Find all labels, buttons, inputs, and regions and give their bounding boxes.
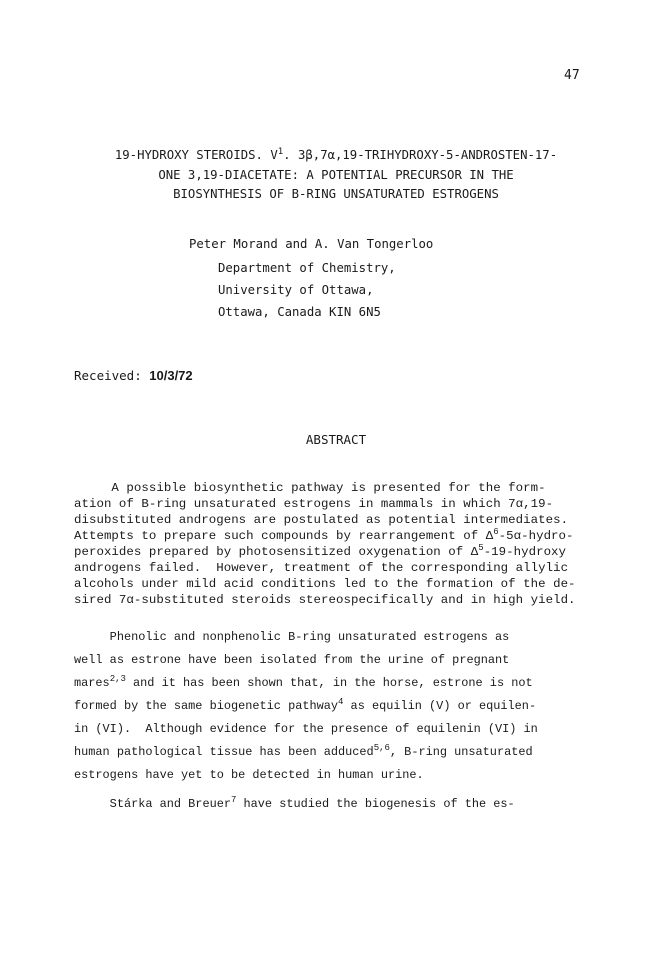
body-text: human pathological tissue has been adduced [74,745,374,759]
body-text: Stárka and Breuer [74,797,231,811]
abstract-line [74,545,566,559]
abstract-line: ation of B-ring unsaturated estrogens in mammals in which 7α,19- [74,497,554,511]
abstract-line: sired 7α-substituted steroids stereospecifically and in high yield. [74,593,576,607]
abstract-line: alcohols under mild acid conditions led to the formation of the de- [74,577,576,591]
citation-superscript: 5,6 [373,743,390,753]
body-line: estrogens have yet to be detected in human urine. [74,768,424,782]
body-text: as equilin (V) or equilen- [343,699,537,713]
body-text: formed by the same biogenetic pathway [74,699,339,713]
paper-title-line-2: ONE 3,19-DIACETATE: A POTENTIAL PRECURSOR IN THE [158,168,514,182]
paper-title-line-1 [0,148,672,162]
abstract-text: -19-hydroxy [483,545,567,559]
body-text: and it has been shown that, in the horse, estrone is not [125,676,533,690]
body-line: well as estrone have been isolated from the urine of pregnant [74,653,510,667]
title-footnote-ref: 1 [277,147,284,157]
abstract-text: peroxides prepared by photosensitized oxygenation of Δ [74,545,479,559]
abstract-text: -5α-hydro- [498,529,574,543]
abstract-line: A possible biosynthetic pathway is presented for the form- [74,481,546,495]
abstract-line: androgens failed. However, treatment of the corresponding allylic [74,561,569,575]
body-line [74,676,533,690]
received-line [74,368,193,383]
body-line [74,699,536,713]
citation-superscript: 2,3 [109,674,126,684]
abstract-heading: ABSTRACT [305,432,367,447]
body-text: , B-ring unsaturated [389,745,533,759]
body-line: Phenolic and nonphenolic B-ring unsaturated estrogens as [74,630,510,644]
body-line [74,745,533,759]
received-label: Received: [74,368,142,383]
body-line: in (VI). Although evidence for the presence of equilenin (VI) in [74,722,538,736]
abstract-line: disubstituted androgens are postulated as potential intermediates. [74,513,569,527]
author-address: Ottawa, Canada KIN 6N5 [218,305,381,319]
abstract-superscript: 5 [478,543,484,553]
title-text: 19-HYDROXY STEROIDS. V [114,148,278,162]
abstract-line [74,529,574,543]
title-text: . 3β,7α,19-TRIHYDROXY-5-ANDROSTEN-17- [283,148,558,162]
author-department: Department of Chemistry, [218,261,396,275]
paper-title-line-3: BIOSYNTHESIS OF B-RING UNSATURATED ESTROGENS [173,187,499,201]
abstract-superscript: 6 [493,527,499,537]
author-university: University of Ottawa, [218,283,374,297]
page-number: 47 [564,68,580,83]
citation-superscript: 7 [230,795,237,805]
body-text: have studied the biogenesis of the es- [236,797,515,811]
abstract-text: Attempts to prepare such compounds by rearrangement of Δ [74,529,494,543]
citation-superscript: 4 [338,697,344,707]
author-names: Peter Morand and A. Van Tongerloo [189,237,434,251]
body-text: mares [74,676,110,690]
received-date: 10/3/72 [149,368,193,383]
body-line [74,797,515,811]
